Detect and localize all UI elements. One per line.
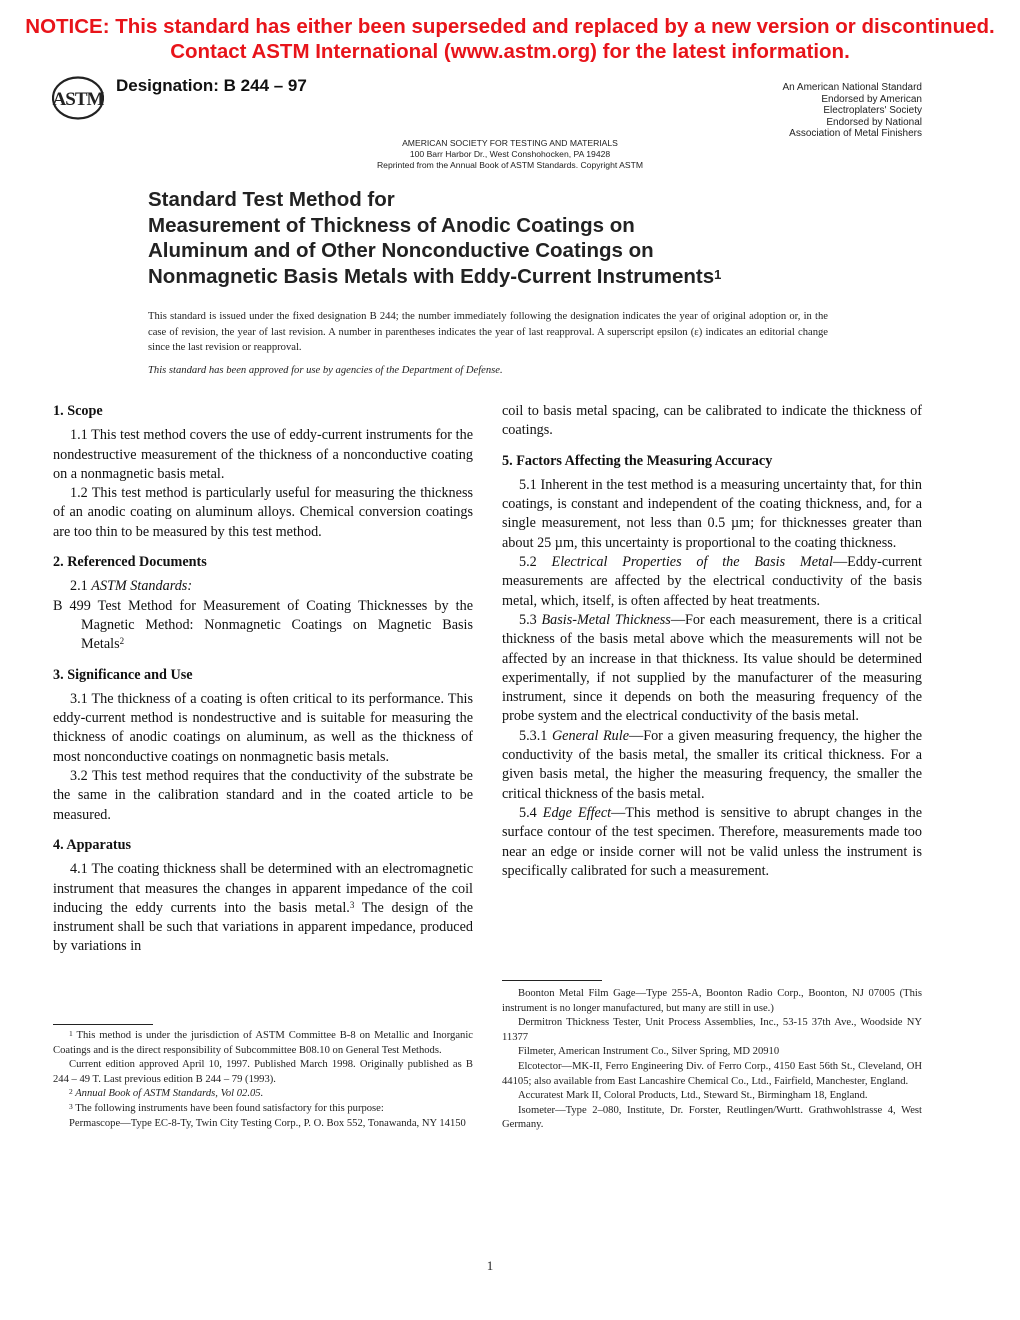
reference-b499: B 499 Test Method for Measurement of Coating Thicknesses by the Magnetic Method: Nonmagnetic Coatings on Magnetic Basis Metals$^2$ [53,597,473,653]
natstd-line: An American National Standard [782,82,922,93]
document-title [148,187,868,289]
footnotes-right [502,980,922,1133]
issued-note: This standard is issued under the fixed designation B 244; the number immediately following the designation indicates the year of original adoption or, in the case of revision, the year of last revision. A number in parentheses indicates the year of last reapproval. A superscript epsilon (ε) indicates an editorial change since the last revision or reapproval. [148,311,828,353]
footnote-rule [502,980,602,981]
title-line: Measurement of Thickness of Anodic Coatings on [148,213,635,237]
national-standard-block [782,82,922,140]
designation: Designation: B 244 – 97 [116,76,307,95]
title-line: Aluminum and of Other Nonconductive Coatings on [148,239,654,262]
logo-text: ASTM [52,89,104,110]
page-number: 1 [486,1258,494,1273]
approved-note: This standard has been approved for use by agencies of the Department of Defense. [148,365,503,376]
edition-note: Current edition approved April 10, 1997. Published March 1998. Originally published as B 244 – 49 T. Last previous edition B 244 – 79 (1993). [53,1059,473,1085]
paragraph-3-2: 3.2 This test method requires that the conductivity of the substrate be the same in the calibration standard and in the coated article to be measured. [53,768,473,823]
left-column [53,402,473,957]
section-heading-factors: 5. Factors Affecting the Measuring Accuracy [502,452,773,469]
footnote-instrument: Boonton Metal Film Gage—Type 255-A, Boonton Radio Corp., Boonton, NJ 07005 (This instrument is no longer manufactured, but many are still in use.) [502,988,922,1014]
society-line: AMERICAN SOCIETY FOR TESTING AND MATERIALS [402,138,618,148]
footnote-instrument: Elcotector—MK-II, Ferro Engineering Div. of Ferro Corp., 4150 East 56th St., Cleveland, OH 44105; also available from East Lancashire Chemical Co., Ltd., Fairfield, Manchester, England. [502,1060,922,1087]
paragraph-5-1: 5.1 Inherent in the test method is a measuring uncertainty that, for thin coatings, is constant and independent of the coating thickness, and, for a single measurement, not less than 0.5 µm; for thicknesses greater than about 25 µm, this uncertainty is proportional to the coating thickness. [502,476,922,551]
notice-line-2: Contact ASTM International (www.astm.org) for the latest information. [170,40,850,63]
footnote-rule [53,1024,153,1025]
paragraph-4-1: 4.1 The coating thickness shall be determined with an electromagnetic instrument that measures the changes in apparent impedance of the coil inducing the eddy currents into the basis metal.$^3$ The design of the instrument shall be such that variations in apparent impedance, produced by variations in [53,861,473,955]
footnote-1: $^1$ This method is under the jurisdiction of ASTM Committee B-8 on Metallic and Inorganic Coatings and is the direct responsibility of Subcommittee B08.10 on General Test Methods. [53,1029,473,1056]
paragraph-5-3-1: 5.3.1 General Rule—For a given measuring frequency, the higher the conductivity of the basis metal, the smaller its critical thickness. For a given basis metal, the higher the measuring frequency, the smaller the critical thickness of the basis metal. [502,727,922,802]
paragraph-1-2: 1.2 This test method is particularly useful for measuring the thickness of an anodic coating on aluminum alloys. Chemical conversion coatings are too thin to be measured by this test method. [53,485,473,540]
paragraph-5-3: 5.3 Basis-Metal Thickness—For each measurement, there is a critical thickness of the basis metal above which the measurements will not be affected by an increase in that thickness. Its value should be determined experimentally, if not supplied by the manufacturer of the measuring instrument, since it depends on both the measuring frequency of the probe system and the electrical conductivity of the basis metal. [502,611,923,725]
title-line: Nonmagnetic Basis Metals with Eddy-Current Instruments$^1$ [148,264,722,288]
footnotes-left [53,1024,473,1131]
section-heading-significance: 3. Significance and Use [53,666,193,683]
section-heading-scope: 1. Scope [53,403,103,419]
paragraph-3-1: 3.1 The thickness of a coating is often critical to its performance. This eddy-current method is nondestructive and is suitable for measuring the thickness of anodic coatings on aluminum, as well as the thickness of most nonconductive coatings on nonmagnetic basis metals. [53,690,473,765]
astm-logo-icon [52,76,104,120]
paragraph-4-1-continued: coil to basis metal spacing, can be calibrated to indicate the thickness of coatings. [502,403,922,439]
section-heading-apparatus: 4. Apparatus [53,836,132,853]
footnote-3: $^3$ The following instruments have been found satisfactory for this purpose: [69,1101,384,1114]
notice-line-1: NOTICE: This standard has either been superseded and replaced by a new version or discontinued. [25,15,995,38]
footnote-instrument: Isometer—Type 2–080, Institute, Dr. Forster, Reutlingen/Wurtt. Grathwohlstrasse 4, West Germany. [502,1104,922,1131]
paragraph-1-1: 1.1 This test method covers the use of eddy-current instruments for the nondestructive measurement of the thickness of a nonconductive coating on a nonmagnetic basis metal. [53,427,473,482]
paragraph-5-4: 5.4 Edge Effect—This method is sensitive to abrupt changes in the surface contour of the test specimen. Therefore, measurements made too near an edge or inside corner will not be valid unless the instrument is specifically calibrated for such a measurement. [502,804,922,879]
section-heading-referenced: 2. Referenced Documents [53,554,207,571]
title-line: Standard Test Method for [148,188,395,211]
natstd-line: Endorsed by American [821,93,922,105]
paragraph-5-2: 5.2 Electrical Properties of the Basis Metal—Eddy-current measurements are affected by the electrical conductivity of the basis metal, which, itself, is often affected by heat treatments. [502,554,923,609]
right-column [502,402,922,881]
footnote-2: $^2$ Annual Book of ASTM Standards, Vol 02.05. [69,1087,264,1100]
society-line: Reprinted from the Annual Book of ASTM Standards. Copyright ASTM [376,160,644,170]
title-footnote-mark: 1 [714,266,722,282]
footnote-instrument: Filmeter, American Instrument Co., Silver Spring, MD 20910 [518,1046,780,1058]
society-line: 100 Barr Harbor Dr., West Conshohocken, PA 19428 [409,149,611,159]
natstd-line: Electroplaters' Society [823,105,922,116]
footnote-permascope: Permascope—Type EC-8-Ty, Twin City Testing Corp., P. O. Box 552, Tonawanda, NY 14150 [69,1117,466,1129]
footnote-instrument: Accuratest Mark II, Coloral Products, Ltd., Steward St., Birmingham 18, England. [518,1090,868,1102]
society-block [290,138,730,171]
supersede-notice [0,14,1020,64]
paragraph-2-1: 2.1 ASTM Standards: [70,578,193,595]
footnote-instrument: Dermitron Thickness Tester, Unit Process Assemblies, Inc., 53-15 37th Ave., Woodside NY 11377 [502,1017,922,1043]
natstd-line: Endorsed by National [826,116,922,128]
natstd-line: Association of Metal Finishers [789,128,922,139]
